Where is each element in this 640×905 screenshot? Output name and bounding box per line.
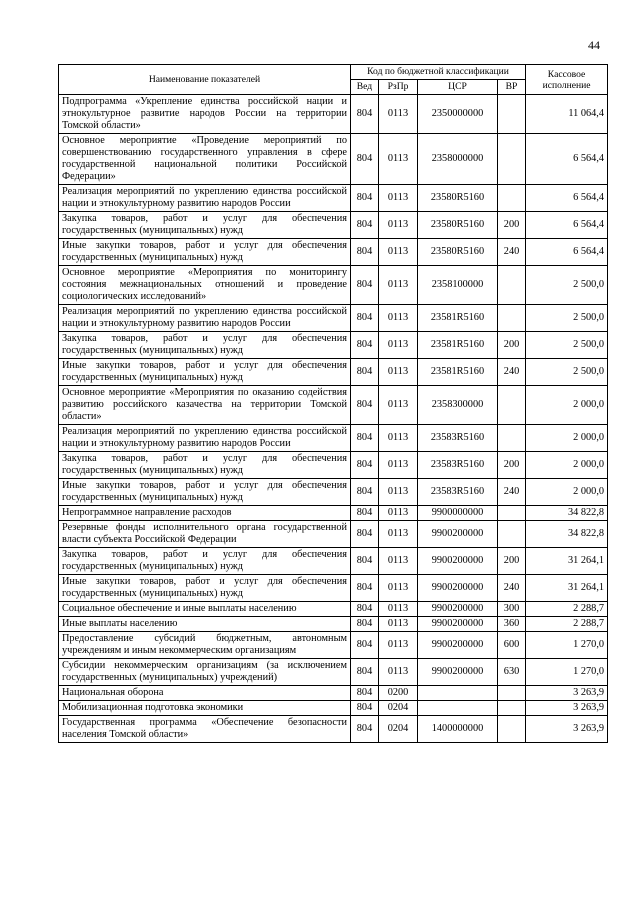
row-ved-cell: 804	[351, 632, 379, 659]
row-ved-cell: 804	[351, 425, 379, 452]
row-name-cell: Закупка товаров, работ и услуг для обеспечения государственных (муниципальных) нужд	[59, 548, 351, 575]
row-name-cell: Непрограммное направление расходов	[59, 506, 351, 521]
row-name-cell: Мобилизационная подготовка экономики	[59, 701, 351, 716]
row-ved-cell: 804	[351, 548, 379, 575]
table-row	[59, 659, 608, 686]
row-csr-cell: 2358300000	[418, 386, 498, 425]
table-body	[59, 95, 608, 743]
row-ved-cell: 804	[351, 134, 379, 185]
row-vr-cell	[498, 716, 526, 743]
row-ved-cell: 804	[351, 212, 379, 239]
row-amount-cell: 6 564,4	[526, 185, 608, 212]
row-vr-cell: 200	[498, 212, 526, 239]
row-rzpr-cell: 0113	[379, 134, 418, 185]
row-amount-cell: 2 000,0	[526, 425, 608, 452]
row-rzpr-cell: 0113	[379, 617, 418, 632]
row-csr-cell: 23581R5160	[418, 305, 498, 332]
row-vr-cell: 600	[498, 632, 526, 659]
row-amount-cell: 2 288,7	[526, 602, 608, 617]
row-name-cell: Социальное обеспечение и иные выплаты населению	[59, 602, 351, 617]
table-header	[59, 65, 608, 95]
row-vr-cell	[498, 305, 526, 332]
row-amount-cell: 2 500,0	[526, 305, 608, 332]
row-rzpr-cell: 0113	[379, 185, 418, 212]
row-name-cell: Закупка товаров, работ и услуг для обеспечения государственных (муниципальных) нужд	[59, 332, 351, 359]
row-rzpr-cell: 0113	[379, 632, 418, 659]
row-rzpr-cell: 0113	[379, 602, 418, 617]
table-row	[59, 548, 608, 575]
row-name-cell: Реализация мероприятий по укреплению единства российской нации и этнокультурному развитию народов России	[59, 185, 351, 212]
table-row	[59, 452, 608, 479]
row-rzpr-cell: 0113	[379, 506, 418, 521]
row-rzpr-cell: 0204	[379, 701, 418, 716]
row-vr-cell: 630	[498, 659, 526, 686]
header-vr: ВР	[498, 80, 526, 95]
row-name-cell: Реализация мероприятий по укреплению единства российской нации и этнокультурному развитию народов России	[59, 425, 351, 452]
row-csr-cell: 23583R5160	[418, 425, 498, 452]
row-csr-cell: 9900200000	[418, 575, 498, 602]
row-ved-cell: 804	[351, 359, 379, 386]
row-vr-cell	[498, 386, 526, 425]
row-csr-cell: 23583R5160	[418, 452, 498, 479]
row-ved-cell: 804	[351, 305, 379, 332]
header-rzpr: РзПр	[379, 80, 418, 95]
row-ved-cell: 804	[351, 602, 379, 617]
row-vr-cell: 240	[498, 239, 526, 266]
row-rzpr-cell: 0113	[379, 659, 418, 686]
row-ved-cell: 804	[351, 617, 379, 632]
row-ved-cell: 804	[351, 521, 379, 548]
row-vr-cell	[498, 266, 526, 305]
row-csr-cell: 9900200000	[418, 602, 498, 617]
row-ved-cell: 804	[351, 479, 379, 506]
header-ved: Вед	[351, 80, 379, 95]
row-rzpr-cell: 0113	[379, 332, 418, 359]
row-csr-cell: 9900200000	[418, 617, 498, 632]
row-name-cell: Государственная программа «Обеспечение безопасности населения Томской области»	[59, 716, 351, 743]
row-csr-cell: 23580R5160	[418, 185, 498, 212]
row-csr-cell: 23581R5160	[418, 332, 498, 359]
row-amount-cell: 31 264,1	[526, 575, 608, 602]
table-row	[59, 266, 608, 305]
row-amount-cell: 6 564,4	[526, 212, 608, 239]
row-ved-cell: 804	[351, 452, 379, 479]
row-amount-cell: 3 263,9	[526, 686, 608, 701]
row-amount-cell: 2 000,0	[526, 386, 608, 425]
row-vr-cell	[498, 134, 526, 185]
row-name-cell: Иные закупки товаров, работ и услуг для обеспечения государственных (муниципальных) нужд	[59, 575, 351, 602]
row-ved-cell: 804	[351, 95, 379, 134]
row-csr-cell	[418, 701, 498, 716]
table-row	[59, 479, 608, 506]
table-row	[59, 305, 608, 332]
table-row	[59, 575, 608, 602]
row-amount-cell: 11 064,4	[526, 95, 608, 134]
row-ved-cell: 804	[351, 386, 379, 425]
row-rzpr-cell: 0204	[379, 716, 418, 743]
row-name-cell: Закупка товаров, работ и услуг для обеспечения государственных (муниципальных) нужд	[59, 212, 351, 239]
table-row	[59, 716, 608, 743]
table-row	[59, 617, 608, 632]
table-row	[59, 632, 608, 659]
row-vr-cell	[498, 506, 526, 521]
header-cash-execution: Кассовое исполнение	[526, 65, 608, 95]
header-csr: ЦСР	[418, 80, 498, 95]
row-csr-cell: 2358000000	[418, 134, 498, 185]
row-name-cell: Основное мероприятие «Мероприятия по мониторингу состояния межнациональных отношений и проведение социологических исследований»	[59, 266, 351, 305]
table-row	[59, 95, 608, 134]
row-name-cell: Национальная оборона	[59, 686, 351, 701]
row-name-cell: Реализация мероприятий по укреплению единства российской нации и этнокультурному развитию народов России	[59, 305, 351, 332]
row-rzpr-cell: 0113	[379, 266, 418, 305]
row-rzpr-cell: 0113	[379, 452, 418, 479]
row-amount-cell: 2 000,0	[526, 479, 608, 506]
row-name-cell: Основное мероприятие «Проведение мероприятий по совершенствованию государственного управления в сфере государственной национальной политики Российской Федерации»	[59, 134, 351, 185]
row-vr-cell: 200	[498, 332, 526, 359]
row-csr-cell	[418, 686, 498, 701]
row-csr-cell: 9900200000	[418, 548, 498, 575]
row-rzpr-cell: 0113	[379, 386, 418, 425]
row-csr-cell: 23581R5160	[418, 359, 498, 386]
table-row	[59, 521, 608, 548]
row-vr-cell	[498, 701, 526, 716]
row-name-cell: Резервные фонды исполнительного органа государственной власти субъекта Российской Федерации	[59, 521, 351, 548]
row-name-cell: Иные закупки товаров, работ и услуг для обеспечения государственных (муниципальных) нужд	[59, 239, 351, 266]
row-name-cell: Закупка товаров, работ и услуг для обеспечения государственных (муниципальных) нужд	[59, 452, 351, 479]
page-number: 44	[588, 38, 600, 52]
row-ved-cell: 804	[351, 716, 379, 743]
table-row	[59, 212, 608, 239]
table-row	[59, 386, 608, 425]
table-row	[59, 185, 608, 212]
row-amount-cell: 2 500,0	[526, 266, 608, 305]
row-csr-cell: 23580R5160	[418, 212, 498, 239]
table-row	[59, 332, 608, 359]
row-amount-cell: 34 822,8	[526, 521, 608, 548]
row-ved-cell: 804	[351, 686, 379, 701]
row-rzpr-cell: 0113	[379, 239, 418, 266]
row-csr-cell: 2350000000	[418, 95, 498, 134]
row-amount-cell: 31 264,1	[526, 548, 608, 575]
row-rzpr-cell: 0113	[379, 305, 418, 332]
row-rzpr-cell: 0200	[379, 686, 418, 701]
row-csr-cell: 23580R5160	[418, 239, 498, 266]
table-row	[59, 701, 608, 716]
row-amount-cell: 34 822,8	[526, 506, 608, 521]
row-rzpr-cell: 0113	[379, 575, 418, 602]
row-ved-cell: 804	[351, 575, 379, 602]
row-amount-cell: 1 270,0	[526, 632, 608, 659]
row-csr-cell: 1400000000	[418, 716, 498, 743]
table-row	[59, 686, 608, 701]
header-name: Наименование показателей	[59, 65, 351, 95]
row-csr-cell: 9900200000	[418, 632, 498, 659]
table-row	[59, 134, 608, 185]
row-amount-cell: 2 500,0	[526, 332, 608, 359]
row-vr-cell: 240	[498, 575, 526, 602]
row-amount-cell: 3 263,9	[526, 701, 608, 716]
row-rzpr-cell: 0113	[379, 95, 418, 134]
row-vr-cell	[498, 686, 526, 701]
row-vr-cell: 300	[498, 602, 526, 617]
row-rzpr-cell: 0113	[379, 425, 418, 452]
table-row	[59, 359, 608, 386]
row-amount-cell: 3 263,9	[526, 716, 608, 743]
row-ved-cell: 804	[351, 266, 379, 305]
row-rzpr-cell: 0113	[379, 479, 418, 506]
table-row	[59, 602, 608, 617]
row-amount-cell: 6 564,4	[526, 239, 608, 266]
row-csr-cell: 9900000000	[418, 506, 498, 521]
table-row	[59, 425, 608, 452]
budget-execution-table	[58, 64, 608, 743]
row-name-cell: Иные выплаты населению	[59, 617, 351, 632]
row-ved-cell: 804	[351, 701, 379, 716]
row-amount-cell: 2 500,0	[526, 359, 608, 386]
row-vr-cell: 240	[498, 359, 526, 386]
row-vr-cell	[498, 185, 526, 212]
row-name-cell: Подпрограмма «Укрепление единства российской нации и этнокультурное развитие народов России на территории Томской области»	[59, 95, 351, 134]
row-vr-cell: 200	[498, 452, 526, 479]
row-vr-cell: 360	[498, 617, 526, 632]
row-rzpr-cell: 0113	[379, 548, 418, 575]
row-rzpr-cell: 0113	[379, 359, 418, 386]
row-name-cell: Предоставление субсидий бюджетным, автономным учреждениям и иным некоммерческим организациям	[59, 632, 351, 659]
row-rzpr-cell: 0113	[379, 521, 418, 548]
row-csr-cell: 9900200000	[418, 521, 498, 548]
row-amount-cell: 2 288,7	[526, 617, 608, 632]
row-name-cell: Иные закупки товаров, работ и услуг для обеспечения государственных (муниципальных) нужд	[59, 479, 351, 506]
row-vr-cell	[498, 95, 526, 134]
row-name-cell: Иные закупки товаров, работ и услуг для обеспечения государственных (муниципальных) нужд	[59, 359, 351, 386]
table-row	[59, 239, 608, 266]
row-csr-cell: 9900200000	[418, 659, 498, 686]
row-csr-cell: 2358100000	[418, 266, 498, 305]
row-vr-cell	[498, 521, 526, 548]
row-rzpr-cell: 0113	[379, 212, 418, 239]
row-vr-cell: 200	[498, 548, 526, 575]
table-row	[59, 506, 608, 521]
row-amount-cell: 6 564,4	[526, 134, 608, 185]
row-vr-cell	[498, 425, 526, 452]
row-ved-cell: 804	[351, 239, 379, 266]
row-amount-cell: 1 270,0	[526, 659, 608, 686]
row-name-cell: Субсидии некоммерческим организациям (за исключением государственных (муниципальных) учреждений)	[59, 659, 351, 686]
row-csr-cell: 23583R5160	[418, 479, 498, 506]
row-name-cell: Основное мероприятие «Мероприятия по оказанию содействия развитию российского казачества на территории Томской области»	[59, 386, 351, 425]
row-amount-cell: 2 000,0	[526, 452, 608, 479]
row-ved-cell: 804	[351, 506, 379, 521]
row-ved-cell: 804	[351, 659, 379, 686]
row-ved-cell: 804	[351, 332, 379, 359]
row-vr-cell: 240	[498, 479, 526, 506]
row-ved-cell: 804	[351, 185, 379, 212]
header-code-group: Код по бюджетной классификации	[351, 65, 526, 80]
